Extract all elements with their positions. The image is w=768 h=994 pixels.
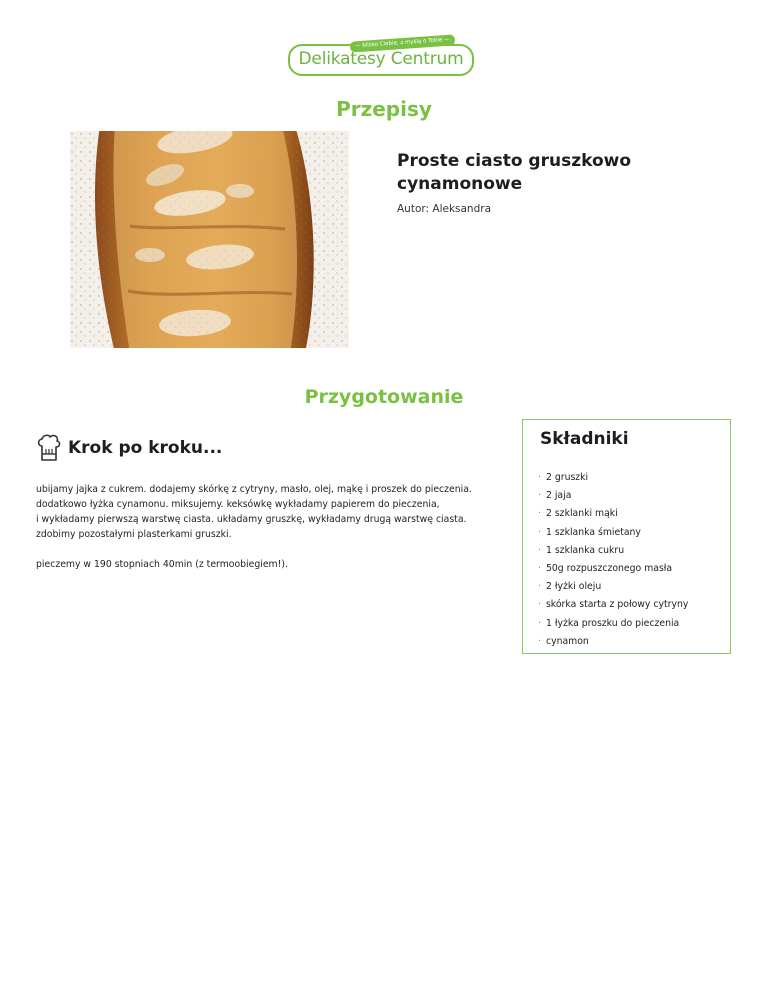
bullet-icon: ·	[538, 544, 541, 556]
logo-text: Delikatesy Centrum	[298, 49, 464, 69]
bullet-icon: ·	[538, 526, 541, 538]
ingredient-item	[538, 469, 688, 487]
bullet-icon: ·	[538, 599, 541, 611]
ingredients-list	[538, 469, 688, 651]
ingredient-label: 1 szklanka cukru	[545, 544, 625, 556]
ingredient-item	[538, 505, 688, 523]
ingredient-label: 1 szklanka śmietany	[545, 526, 641, 538]
steps-paragraph-1	[36, 482, 506, 542]
ingredient-item	[538, 542, 688, 560]
bullet-icon: ·	[538, 490, 541, 502]
ingredients-heading: Składniki	[540, 429, 629, 449]
bullet-icon: ·	[538, 581, 541, 593]
step-line: dodatkowo łyżka cynamonu. miksujemy. keksówkę wykładamy papierem do pieczenia,	[36, 499, 440, 510]
brand-logo[interactable]	[288, 38, 478, 80]
ingredient-item	[538, 633, 688, 651]
preparation-title: Przygotowanie	[304, 386, 464, 408]
logo-slogan: — blisko Ciebie, z myślą o Tobie —	[350, 34, 455, 52]
recipe-author: Autor: Aleksandra	[397, 203, 492, 215]
ingredient-label: 50g rozpuszczonego masła	[545, 562, 673, 574]
bullet-icon: ·	[538, 508, 541, 520]
bullet-icon: ·	[538, 635, 541, 647]
step-line: i wykładamy pierwszą warstwę ciasta. układamy gruszkę, wykładamy drugą warstwę ciasta.	[36, 514, 467, 525]
ingredients-box	[522, 419, 731, 654]
steps-text	[36, 482, 506, 572]
bullet-icon: ·	[538, 472, 541, 483]
ingredient-label: cynamon	[545, 635, 589, 647]
bullet-icon: ·	[538, 617, 541, 629]
steps-heading: Krok po kroku...	[68, 438, 223, 458]
ingredient-label: 2 jaja	[545, 490, 572, 502]
ingredient-label: 2 gruszki	[545, 472, 589, 483]
ingredient-label: 1 łyżka proszku do pieczenia	[545, 617, 680, 629]
ingredient-item	[538, 596, 688, 614]
ingredient-label: 2 łyżki oleju	[545, 581, 602, 593]
ingredient-label: skórka starta z połowy cytryny	[545, 599, 689, 611]
ingredient-item	[538, 615, 688, 633]
section-title: Przepisy	[336, 97, 432, 121]
step-line: ubijamy jajka z cukrem. dodajemy skórkę z cytryny, masło, olej, mąkę i proszek do pieczenia.	[36, 484, 472, 495]
ingredient-item	[538, 560, 688, 578]
recipe-title: Proste ciasto gruszkowo cynamonowe	[397, 151, 632, 194]
bullet-icon: ·	[538, 562, 541, 574]
step-line: zdobimy pozostałymi plasterkami gruszki.	[36, 529, 232, 540]
recipe-photo	[70, 131, 349, 348]
ingredient-item	[538, 578, 688, 596]
ingredient-label: 2 szklanki mąki	[545, 508, 618, 520]
steps-paragraph-2: pieczemy w 190 stopniach 40min (z termoobiegiem!).	[36, 559, 288, 570]
ingredient-item	[538, 487, 688, 505]
ingredient-item	[538, 524, 688, 542]
chef-hat-icon	[37, 434, 61, 462]
